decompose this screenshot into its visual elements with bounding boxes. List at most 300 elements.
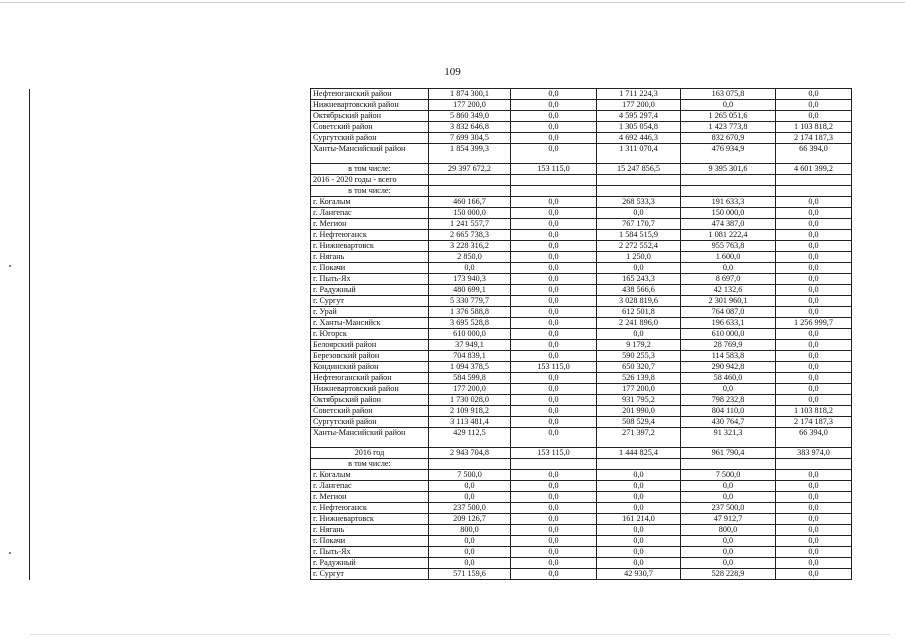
value-cell-c2: 0,0 bbox=[511, 503, 597, 514]
value-cell-c1: 0,0 bbox=[429, 547, 511, 558]
blank-cell bbox=[30, 241, 311, 252]
value-cell-c1: 1 854 399,3 bbox=[429, 144, 511, 164]
value-cell-c4: 0,0 bbox=[681, 536, 776, 547]
table-row bbox=[30, 133, 852, 144]
value-cell-c5: 0,0 bbox=[776, 492, 852, 503]
blank-cell bbox=[30, 296, 311, 307]
value-cell-c5: 66 394,0 bbox=[776, 428, 852, 448]
row-label: Нижневартовский район bbox=[311, 384, 429, 395]
value-cell-c5 bbox=[776, 459, 852, 470]
value-cell-c3: 9 179,2 bbox=[597, 340, 681, 351]
value-cell-c3: 1 444 825,4 bbox=[597, 448, 681, 459]
row-label: 2016 - 2020 годы - всего bbox=[311, 175, 429, 186]
value-cell-c4: 91 321,3 bbox=[681, 428, 776, 448]
value-cell-c1: 2 665 738,3 bbox=[429, 230, 511, 241]
value-cell-c5: 0,0 bbox=[776, 197, 852, 208]
row-label: г. Пыть-Ях bbox=[311, 547, 429, 558]
row-label: г. Покачи bbox=[311, 536, 429, 547]
blank-cell bbox=[30, 318, 311, 329]
row-label: г. Нижневартовск bbox=[311, 514, 429, 525]
value-cell-c2 bbox=[511, 459, 597, 470]
budget-table-container bbox=[29, 88, 852, 580]
table-row bbox=[30, 111, 852, 122]
value-cell-c5: 0,0 bbox=[776, 89, 852, 100]
row-label: г. Радужный bbox=[311, 285, 429, 296]
value-cell-c4: 0,0 bbox=[681, 558, 776, 569]
blank-cell bbox=[30, 536, 311, 547]
row-label: г. Лангепас bbox=[311, 208, 429, 219]
table-row bbox=[30, 329, 852, 340]
value-cell-c2: 0,0 bbox=[511, 100, 597, 111]
blank-cell bbox=[30, 395, 311, 406]
blank-cell bbox=[30, 340, 311, 351]
row-label: г. Нефтеюганск bbox=[311, 230, 429, 241]
table-row bbox=[30, 263, 852, 274]
blank-cell bbox=[30, 373, 311, 384]
value-cell-c2: 0,0 bbox=[511, 208, 597, 219]
blank-cell bbox=[30, 417, 311, 428]
value-cell-c4 bbox=[681, 186, 776, 197]
value-cell-c1: 1 094 378,5 bbox=[429, 362, 511, 373]
value-cell-c5: 0,0 bbox=[776, 340, 852, 351]
value-cell-c3: 1 311 070,4 bbox=[597, 144, 681, 164]
value-cell-c2: 0,0 bbox=[511, 340, 597, 351]
value-cell-c1: 0,0 bbox=[429, 263, 511, 274]
table-row bbox=[30, 514, 852, 525]
row-label: Советский район bbox=[311, 406, 429, 417]
value-cell-c3: 0,0 bbox=[597, 481, 681, 492]
value-cell-c2: 0,0 bbox=[511, 111, 597, 122]
budget-table-body bbox=[30, 89, 852, 580]
row-label: г. Сургут bbox=[311, 569, 429, 580]
table-row bbox=[30, 100, 852, 111]
value-cell-c4: 196 633,1 bbox=[681, 318, 776, 329]
value-cell-c2: 0,0 bbox=[511, 263, 597, 274]
value-cell-c3: 1 584 515,9 bbox=[597, 230, 681, 241]
scan-speck bbox=[9, 265, 11, 267]
value-cell-c3: 201 990,0 bbox=[597, 406, 681, 417]
table-row bbox=[30, 122, 852, 133]
value-cell-c3: 438 566,6 bbox=[597, 285, 681, 296]
table-row bbox=[30, 274, 852, 285]
value-cell-c2: 0,0 bbox=[511, 285, 597, 296]
value-cell-c2: 0,0 bbox=[511, 470, 597, 481]
value-cell-c3 bbox=[597, 186, 681, 197]
blank-cell bbox=[30, 144, 311, 164]
blank-cell bbox=[30, 362, 311, 373]
table-row bbox=[30, 307, 852, 318]
value-cell-c3: 161 214,0 bbox=[597, 514, 681, 525]
row-label: Березовский район bbox=[311, 351, 429, 362]
value-cell-c1: 37 949,1 bbox=[429, 340, 511, 351]
value-cell-c3: 0,0 bbox=[597, 525, 681, 536]
value-cell-c2: 0,0 bbox=[511, 558, 597, 569]
value-cell-c4: 0,0 bbox=[681, 100, 776, 111]
value-cell-c1: 150 000,0 bbox=[429, 208, 511, 219]
table-row bbox=[30, 395, 852, 406]
value-cell-c5: 0,0 bbox=[776, 241, 852, 252]
value-cell-c1: 1 376 588,8 bbox=[429, 307, 511, 318]
row-label: в том числе: bbox=[311, 164, 429, 175]
value-cell-c4: 1 265 051,6 bbox=[681, 111, 776, 122]
value-cell-c1: 3 113 481,4 bbox=[429, 417, 511, 428]
value-cell-c1: 7 699 304,5 bbox=[429, 133, 511, 144]
value-cell-c5: 0,0 bbox=[776, 470, 852, 481]
value-cell-c5: 0,0 bbox=[776, 362, 852, 373]
blank-cell bbox=[30, 274, 311, 285]
value-cell-c2: 0,0 bbox=[511, 307, 597, 318]
value-cell-c3: 1 250,0 bbox=[597, 252, 681, 263]
blank-cell bbox=[30, 263, 311, 274]
value-cell-c5: 0,0 bbox=[776, 525, 852, 536]
value-cell-c2: 0,0 bbox=[511, 89, 597, 100]
table-row bbox=[30, 481, 852, 492]
value-cell-c5: 66 394,0 bbox=[776, 144, 852, 164]
blank-cell bbox=[30, 428, 311, 448]
value-cell-c1: 29 397 672,2 bbox=[429, 164, 511, 175]
blank-cell bbox=[30, 492, 311, 503]
value-cell-c3: 0,0 bbox=[597, 536, 681, 547]
value-cell-c1: 5 330 779,7 bbox=[429, 296, 511, 307]
value-cell-c4: 8 697,0 bbox=[681, 274, 776, 285]
row-label: в том числе: bbox=[311, 459, 429, 470]
blank-cell bbox=[30, 351, 311, 362]
table-row bbox=[30, 252, 852, 263]
value-cell-c3: 15 247 856,5 bbox=[597, 164, 681, 175]
value-cell-c1: 460 166,7 bbox=[429, 197, 511, 208]
blank-cell bbox=[30, 133, 311, 144]
row-label: г. Покачи bbox=[311, 263, 429, 274]
value-cell-c4: 191 633,3 bbox=[681, 197, 776, 208]
value-cell-c4: 955 763,8 bbox=[681, 241, 776, 252]
row-label: г. Югорск bbox=[311, 329, 429, 340]
value-cell-c4: 798 232,8 bbox=[681, 395, 776, 406]
value-cell-c5: 0,0 bbox=[776, 111, 852, 122]
value-cell-c2: 0,0 bbox=[511, 230, 597, 241]
value-cell-c1: 237 500,0 bbox=[429, 503, 511, 514]
row-label: Сургутский район bbox=[311, 133, 429, 144]
value-cell-c4: 163 075,8 bbox=[681, 89, 776, 100]
row-label: Ханты-Мансийский район bbox=[311, 428, 429, 448]
value-cell-c1: 5 860 349,0 bbox=[429, 111, 511, 122]
row-label: Нижневартовский район bbox=[311, 100, 429, 111]
value-cell-c3: 271 397,2 bbox=[597, 428, 681, 448]
value-cell-c4: 832 670,9 bbox=[681, 133, 776, 144]
blank-cell bbox=[30, 175, 311, 186]
value-cell-c2: 0,0 bbox=[511, 219, 597, 230]
blank-cell bbox=[30, 285, 311, 296]
value-cell-c5: 0,0 bbox=[776, 219, 852, 230]
value-cell-c3: 1 305 054,8 bbox=[597, 122, 681, 133]
value-cell-c1: 209 126,7 bbox=[429, 514, 511, 525]
value-cell-c2: 0,0 bbox=[511, 144, 597, 164]
table-row bbox=[30, 428, 852, 448]
value-cell-c1: 1 874 300,1 bbox=[429, 89, 511, 100]
value-cell-c5: 1 256 999,7 bbox=[776, 318, 852, 329]
value-cell-c2: 0,0 bbox=[511, 514, 597, 525]
value-cell-c4: 28 769,9 bbox=[681, 340, 776, 351]
value-cell-c5: 0,0 bbox=[776, 263, 852, 274]
value-cell-c3: 508 529,4 bbox=[597, 417, 681, 428]
value-cell-c4: 800,0 bbox=[681, 525, 776, 536]
value-cell-c5: 2 174 187,3 bbox=[776, 133, 852, 144]
table-row bbox=[30, 144, 852, 164]
value-cell-c4: 0,0 bbox=[681, 492, 776, 503]
value-cell-c1: 0,0 bbox=[429, 481, 511, 492]
value-cell-c5: 0,0 bbox=[776, 307, 852, 318]
table-row bbox=[30, 525, 852, 536]
value-cell-c2: 153 115,0 bbox=[511, 448, 597, 459]
value-cell-c3: 0,0 bbox=[597, 492, 681, 503]
blank-cell bbox=[30, 122, 311, 133]
value-cell-c4: 764 087,0 bbox=[681, 307, 776, 318]
value-cell-c3: 42 930,7 bbox=[597, 569, 681, 580]
value-cell-c3: 0,0 bbox=[597, 547, 681, 558]
value-cell-c2: 0,0 bbox=[511, 536, 597, 547]
value-cell-c5: 0,0 bbox=[776, 208, 852, 219]
value-cell-c5: 0,0 bbox=[776, 384, 852, 395]
row-label: Кондинский район bbox=[311, 362, 429, 373]
blank-cell bbox=[30, 208, 311, 219]
value-cell-c1: 177 200,0 bbox=[429, 100, 511, 111]
value-cell-c3: 268 533,3 bbox=[597, 197, 681, 208]
value-cell-c3 bbox=[597, 175, 681, 186]
row-label: г. Когалым bbox=[311, 197, 429, 208]
value-cell-c4: 1 423 773,8 bbox=[681, 122, 776, 133]
value-cell-c1: 480 699,1 bbox=[429, 285, 511, 296]
blank-cell bbox=[30, 197, 311, 208]
value-cell-c3: 2 272 552,4 bbox=[597, 241, 681, 252]
value-cell-c4: 1 081 222,4 bbox=[681, 230, 776, 241]
row-label: Сургутский район bbox=[311, 417, 429, 428]
blank-cell bbox=[30, 525, 311, 536]
value-cell-c1: 2 109 918,2 bbox=[429, 406, 511, 417]
scan-artifact-top bbox=[0, 2, 905, 3]
scan-artifact-bottom bbox=[30, 634, 890, 635]
table-row bbox=[30, 406, 852, 417]
row-label: г. Мегион bbox=[311, 492, 429, 503]
value-cell-c4: 961 790,4 bbox=[681, 448, 776, 459]
table-row bbox=[30, 351, 852, 362]
value-cell-c1: 584 599,8 bbox=[429, 373, 511, 384]
row-label: Октябрьский район bbox=[311, 395, 429, 406]
table-row bbox=[30, 459, 852, 470]
value-cell-c5: 0,0 bbox=[776, 481, 852, 492]
table-row bbox=[30, 340, 852, 351]
row-label: Советский район bbox=[311, 122, 429, 133]
row-label: г. Радужный bbox=[311, 558, 429, 569]
blank-cell bbox=[30, 230, 311, 241]
value-cell-c1: 1 730 028,0 bbox=[429, 395, 511, 406]
value-cell-c3: 590 255,3 bbox=[597, 351, 681, 362]
page-number: 109 bbox=[444, 66, 461, 78]
value-cell-c1 bbox=[429, 175, 511, 186]
table-row bbox=[30, 219, 852, 230]
value-cell-c4: 528 228,9 bbox=[681, 569, 776, 580]
value-cell-c1: 0,0 bbox=[429, 492, 511, 503]
value-cell-c3: 526 139,8 bbox=[597, 373, 681, 384]
value-cell-c4: 114 583,8 bbox=[681, 351, 776, 362]
value-cell-c2: 0,0 bbox=[511, 329, 597, 340]
row-label: г. Пыть-Ях bbox=[311, 274, 429, 285]
blank-cell bbox=[30, 547, 311, 558]
row-label: г. Мегион bbox=[311, 219, 429, 230]
blank-cell bbox=[30, 186, 311, 197]
blank-cell bbox=[30, 100, 311, 111]
row-label: Октябрьский район bbox=[311, 111, 429, 122]
value-cell-c3: 3 028 819,6 bbox=[597, 296, 681, 307]
table-row bbox=[30, 384, 852, 395]
value-cell-c1 bbox=[429, 459, 511, 470]
budget-table bbox=[29, 88, 852, 580]
value-cell-c2: 0,0 bbox=[511, 373, 597, 384]
value-cell-c4: 610 000,0 bbox=[681, 329, 776, 340]
value-cell-c1: 0,0 bbox=[429, 536, 511, 547]
row-label: в том числе: bbox=[311, 186, 429, 197]
value-cell-c2: 0,0 bbox=[511, 428, 597, 448]
value-cell-c2: 0,0 bbox=[511, 296, 597, 307]
value-cell-c5: 0,0 bbox=[776, 285, 852, 296]
row-label: Белоярский район bbox=[311, 340, 429, 351]
value-cell-c2: 0,0 bbox=[511, 492, 597, 503]
value-cell-c5: 0,0 bbox=[776, 558, 852, 569]
value-cell-c1: 571 159,6 bbox=[429, 569, 511, 580]
blank-cell bbox=[30, 307, 311, 318]
row-label: г. Сургут bbox=[311, 296, 429, 307]
value-cell-c4: 476 934,9 bbox=[681, 144, 776, 164]
value-cell-c3: 177 200,0 bbox=[597, 100, 681, 111]
table-row bbox=[30, 558, 852, 569]
table-row bbox=[30, 362, 852, 373]
value-cell-c2: 0,0 bbox=[511, 547, 597, 558]
value-cell-c3: 2 241 896,0 bbox=[597, 318, 681, 329]
table-row bbox=[30, 536, 852, 547]
value-cell-c3: 612 501,8 bbox=[597, 307, 681, 318]
value-cell-c4: 58 460,0 bbox=[681, 373, 776, 384]
value-cell-c1: 704 839,1 bbox=[429, 351, 511, 362]
value-cell-c2: 0,0 bbox=[511, 241, 597, 252]
value-cell-c2 bbox=[511, 175, 597, 186]
row-label: 2016 год bbox=[311, 448, 429, 459]
value-cell-c4: 0,0 bbox=[681, 263, 776, 274]
blank-cell bbox=[30, 503, 311, 514]
value-cell-c1: 1 241 557,7 bbox=[429, 219, 511, 230]
value-cell-c2: 0,0 bbox=[511, 481, 597, 492]
blank-cell bbox=[30, 470, 311, 481]
value-cell-c4: 47 912,7 bbox=[681, 514, 776, 525]
value-cell-c5: 0,0 bbox=[776, 503, 852, 514]
value-cell-c2: 0,0 bbox=[511, 122, 597, 133]
table-row bbox=[30, 318, 852, 329]
value-cell-c1: 2 943 704,8 bbox=[429, 448, 511, 459]
value-cell-c5: 0,0 bbox=[776, 252, 852, 263]
value-cell-c2: 0,0 bbox=[511, 384, 597, 395]
blank-cell bbox=[30, 459, 311, 470]
row-label: г. Нижневартовск bbox=[311, 241, 429, 252]
value-cell-c2: 0,0 bbox=[511, 197, 597, 208]
blank-cell bbox=[30, 384, 311, 395]
row-label: Нефтеюганский район bbox=[311, 89, 429, 100]
value-cell-c5: 0,0 bbox=[776, 274, 852, 285]
blank-cell bbox=[30, 219, 311, 230]
row-label: г. Нягань bbox=[311, 252, 429, 263]
value-cell-c5: 0,0 bbox=[776, 296, 852, 307]
value-cell-c1: 0,0 bbox=[429, 558, 511, 569]
value-cell-c3: 767 170,7 bbox=[597, 219, 681, 230]
table-row bbox=[30, 417, 852, 428]
value-cell-c3: 0,0 bbox=[597, 263, 681, 274]
value-cell-c3: 650 320,7 bbox=[597, 362, 681, 373]
value-cell-c5: 0,0 bbox=[776, 351, 852, 362]
value-cell-c2: 0,0 bbox=[511, 252, 597, 263]
row-label: Нефтеюганский район bbox=[311, 373, 429, 384]
value-cell-c1: 3 832 646,8 bbox=[429, 122, 511, 133]
table-row bbox=[30, 296, 852, 307]
blank-cell bbox=[30, 406, 311, 417]
row-label: г. Урай bbox=[311, 307, 429, 318]
value-cell-c3: 0,0 bbox=[597, 329, 681, 340]
value-cell-c4: 430 764,7 bbox=[681, 417, 776, 428]
table-row bbox=[30, 197, 852, 208]
blank-cell bbox=[30, 252, 311, 263]
row-label: г. Лангепас bbox=[311, 481, 429, 492]
table-row bbox=[30, 186, 852, 197]
value-cell-c4: 1 600,0 bbox=[681, 252, 776, 263]
row-label: г. Нефтеюганск bbox=[311, 503, 429, 514]
value-cell-c2 bbox=[511, 186, 597, 197]
value-cell-c3: 4 692 446,3 bbox=[597, 133, 681, 144]
row-label: Ханты-Мансийский район bbox=[311, 144, 429, 164]
table-row bbox=[30, 470, 852, 481]
row-label: г. Нягань bbox=[311, 525, 429, 536]
value-cell-c3: 0,0 bbox=[597, 208, 681, 219]
value-cell-c1: 173 940,3 bbox=[429, 274, 511, 285]
value-cell-c2: 0,0 bbox=[511, 133, 597, 144]
value-cell-c2: 0,0 bbox=[511, 406, 597, 417]
value-cell-c1: 7 500,0 bbox=[429, 470, 511, 481]
value-cell-c1: 610 000,0 bbox=[429, 329, 511, 340]
value-cell-c5: 0,0 bbox=[776, 395, 852, 406]
blank-cell bbox=[30, 89, 311, 100]
blank-cell bbox=[30, 569, 311, 580]
value-cell-c3: 1 711 224,3 bbox=[597, 89, 681, 100]
table-row bbox=[30, 230, 852, 241]
blank-cell bbox=[30, 558, 311, 569]
value-cell-c1: 429 112,5 bbox=[429, 428, 511, 448]
value-cell-c1: 3 695 528,8 bbox=[429, 318, 511, 329]
table-row bbox=[30, 208, 852, 219]
value-cell-c5: 0,0 bbox=[776, 100, 852, 111]
value-cell-c4: 150 000,0 bbox=[681, 208, 776, 219]
blank-cell bbox=[30, 514, 311, 525]
value-cell-c2: 153 115,0 bbox=[511, 362, 597, 373]
value-cell-c1: 2 850,0 bbox=[429, 252, 511, 263]
table-row bbox=[30, 373, 852, 384]
table-row bbox=[30, 569, 852, 580]
row-label: г. Ханты-Мансийск bbox=[311, 318, 429, 329]
table-row bbox=[30, 89, 852, 100]
value-cell-c4: 42 132,6 bbox=[681, 285, 776, 296]
value-cell-c4: 290 942,8 bbox=[681, 362, 776, 373]
value-cell-c5: 1 103 818,2 bbox=[776, 406, 852, 417]
table-row bbox=[30, 164, 852, 175]
value-cell-c2: 0,0 bbox=[511, 525, 597, 536]
value-cell-c5: 2 174 187,3 bbox=[776, 417, 852, 428]
value-cell-c4: 0,0 bbox=[681, 384, 776, 395]
table-row bbox=[30, 285, 852, 296]
value-cell-c3: 931 795,2 bbox=[597, 395, 681, 406]
blank-cell bbox=[30, 164, 311, 175]
